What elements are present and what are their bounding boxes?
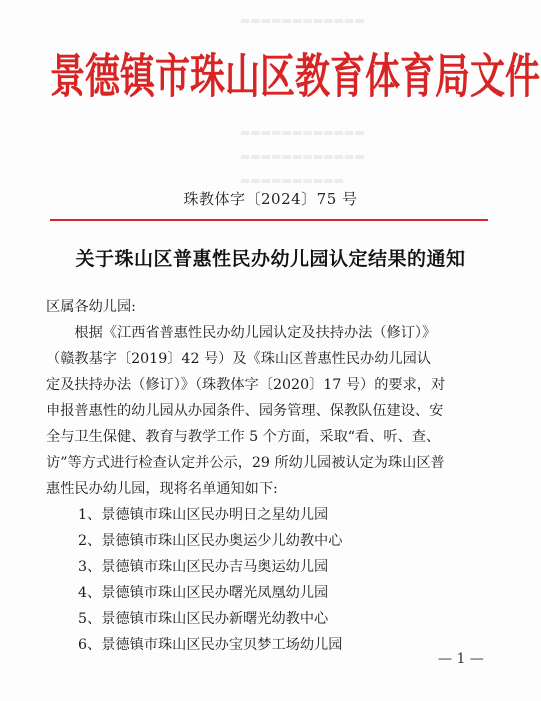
kindergarten-list-item: 3、景德镇市珠山区民办吉马奥运幼儿园 <box>78 559 329 575</box>
paragraph-line: 全与卫生保健、教育与教学工作 5 个方面，采取“看、听、查、 <box>46 429 441 445</box>
paragraph-line: 根据《江西省普惠性民办幼儿园认定及扶持办法（修订）》 <box>46 325 437 341</box>
kindergarten-list-item: 4、景德镇市珠山区民办曙光凤凰幼儿园 <box>78 585 329 601</box>
kindergarten-list-item: 5、景德镇市珠山区民办新曙光幼教中心 <box>78 611 329 627</box>
paragraph-line: 定及扶持办法（修订）》（珠教体字〔2020〕17 号）的要求，对 <box>46 377 446 393</box>
kindergarten-list-item: 1、景德镇市珠山区民办明日之星幼儿园 <box>78 507 329 523</box>
kindergarten-list-item: 2、景德镇市珠山区民办奥运少儿幼教中心 <box>78 533 343 549</box>
show-through-texture: ▬▬▬▬▬▬▬▬▬▬▬▬ <box>240 14 365 27</box>
document-number: 珠教体字〔2024〕75 号 <box>183 190 358 208</box>
paragraph-line: 惠性民办幼儿园，现将名单通知如下: <box>46 481 278 497</box>
page-number: — 1 — <box>438 651 484 667</box>
red-divider-line <box>50 219 488 221</box>
document-header-title: 景德镇市珠山区教育体育局文件 <box>50 50 541 105</box>
show-through-texture: ▬▬▬▬▬▬▬▬▬▬▬▬ <box>240 150 365 163</box>
paragraph-line: 申报普惠性的幼儿园从办园条件、园务管理、保教队伍建设、安 <box>46 403 444 419</box>
notice-title: 关于珠山区普惠性民办幼儿园认定结果的通知 <box>75 248 466 270</box>
kindergarten-list-item: 6、景德镇市珠山区民办宝贝梦工场幼儿园 <box>78 637 343 653</box>
show-through-texture: ▬▬▬▬▬▬▬▬▬▬▬▬ <box>240 126 365 139</box>
salutation: 区属各幼儿园: <box>46 299 136 315</box>
show-through-texture: ▬▬▬▬▬▬▬▬▬▬ <box>240 174 344 187</box>
paragraph-line: （赣教基字〔2019〕42 号）及《珠山区普惠性民办幼儿园认 <box>46 351 431 367</box>
paragraph-line: 访”等方式进行检查认定并公示，29 所幼儿园被认定为珠山区普 <box>46 455 445 471</box>
